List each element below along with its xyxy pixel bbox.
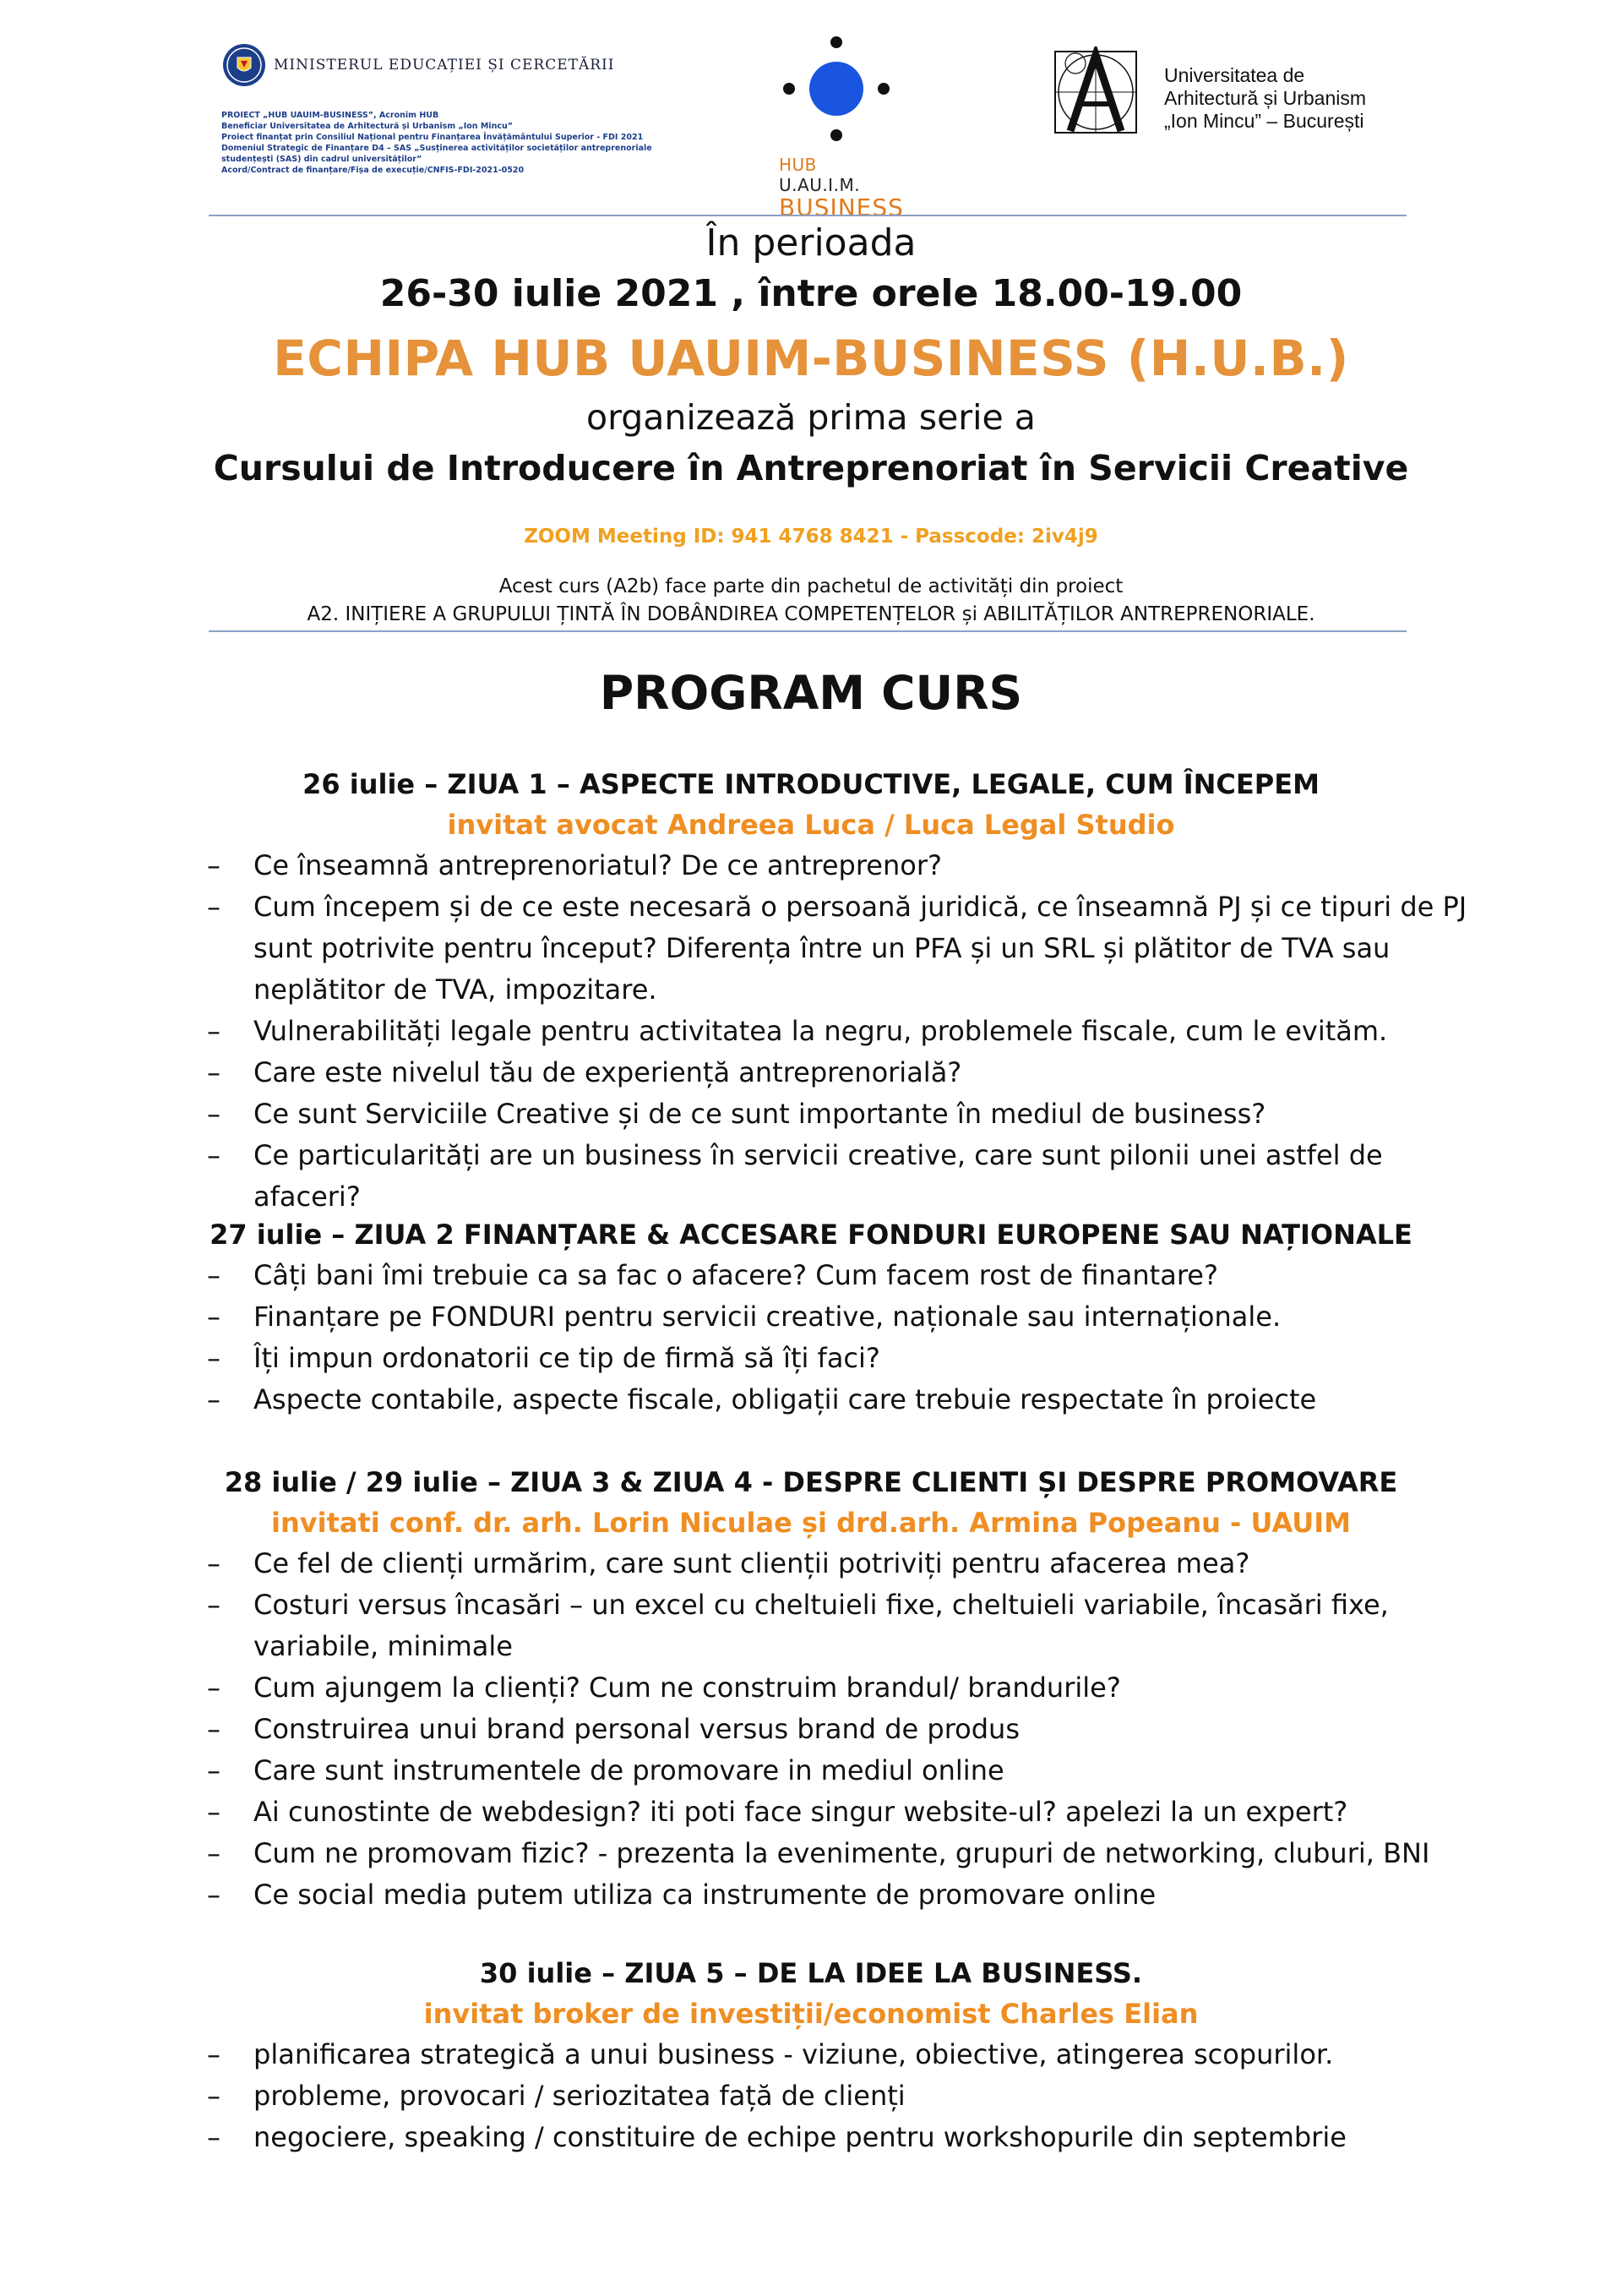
university-name-line: „Ion Mincu” – București [1164,110,1364,132]
ministry-crest-icon [221,42,267,88]
topic-text: Costuri versus încasări – un excel cu cheltuieli fixe, cheltuieli variabile, încasări fixe, variabile, minimale [253,1589,1389,1662]
ministry-name: MINISTERUL EDUCAȚIEI ȘI CERCETĂRII [274,57,615,74]
topic-list [0,845,1622,1218]
topic-text: Ce social media putem utiliza ca instrumente de promovare online [253,1879,1157,1911]
dash-bullet: – [207,1713,220,1745]
topic-item [0,1792,1470,1833]
topic-list [0,1255,1622,1421]
project-info-line: PROIECT „HUB UAUIM-BUSINESS”, Acronim HUB [221,111,439,120]
hub-logo-word: HUB [779,155,817,175]
topic-item [0,1709,1470,1750]
project-info-line: Domeniul Strategic de Finanțare D4 – SAS „Susținerea activităților societăților antreprenoriale [221,144,652,153]
project-info-line: Acord/Contract de finanțare/Fișa de execuție/CNFIS-FDI-2021-0520 [221,166,525,175]
topic-item [0,2075,1470,2117]
topic-text: Vulnerabilități legale pentru activitatea la negru, problemele fiscale, cum le evităm. [253,1015,1388,1047]
hub-logo-text [779,155,904,221]
zoom-meeting-info: ZOOM Meeting ID: 941 4768 8421 - Passcode: 2iv4j9 [524,526,1098,548]
topic-item [0,1052,1470,1093]
topic-item [0,1093,1470,1135]
topic-text: Câți bani îmi trebuie ca sa fac o afacere? Cum facem rost de finantare? [253,1259,1218,1291]
hub-logo-business: BUSINESS [779,194,904,221]
dash-bullet: – [207,1383,220,1415]
topic-item [0,1750,1470,1792]
topic-text: Ce sunt Serviciile Creative și de ce sunt importante în mediul de business? [253,1098,1266,1130]
topic-item [0,1874,1470,1916]
topic-list [0,1543,1622,1916]
topic-text: negociere, speaking / constituire de echipe pentru workshopurile din septembrie [253,2121,1347,2153]
topic-text: Aspecte contabile, aspecte fiscale, obligații care trebuie respectate în proiecte [253,1383,1317,1415]
dash-bullet: – [207,849,220,881]
day-section [0,1214,1622,1421]
document-header [0,0,1622,220]
activity-a2: A2. INIȚIERE A GRUPULUI ȚINTĂ ÎN DOBÂNDIREA COMPETENȚELOR și ABILITĂȚILOR ANTREPRENORIALE. [307,603,1315,625]
dash-bullet: – [207,1342,220,1374]
topic-item [0,845,1470,886]
topic-item [0,1255,1470,1296]
dash-bullet: – [207,1301,220,1333]
dash-bullet: – [207,891,220,923]
topic-text: Îți impun ordonatorii ce tip de firmă să îți faci? [253,1342,880,1374]
topic-item [0,1543,1470,1584]
dash-bullet: – [207,1879,220,1911]
program-title: PROGRAM CURS [599,666,1023,720]
dash-bullet: – [207,1837,220,1869]
ministry-block [221,42,661,176]
day-section [0,1462,1622,1916]
topic-text: Construirea unui brand personal versus brand de produs [253,1713,1020,1745]
day-section [0,1953,1622,2158]
day-guest: invitat broker de investiții/economist Charles Elian [423,1998,1199,2030]
project-info-line: Proiect finanțat prin Consiliul Național pentru Finanțarea Învățământului Superior - FDI 2021 [221,133,644,142]
topic-item [0,1135,1470,1218]
dash-bullet: – [207,2121,220,2153]
section-divider [209,630,1407,632]
topic-item [0,1584,1470,1667]
topic-text: Cum ne promovam fizic? - prezenta la evenimente, grupuri de networking, cluburi, BNI [253,1837,1430,1869]
topic-list [0,2034,1622,2158]
topic-item [0,1379,1470,1421]
topic-text: Ai cunostinte de webdesign? iti poti face singur website-ul? apelezi la un expert? [253,1796,1348,1828]
project-info-line: Beneficiar Universitatea de Arhitectură și Urbanism „Ion Mincu” [221,122,513,131]
course-title: Cursului de Introducere în Antreprenoriat în Servicii Creative [213,448,1409,488]
topic-item [0,1833,1470,1874]
day-title: 27 iulie – ZIUA 2 FINANȚARE & ACCESARE FONDURI EUROPENE SAU NAȚIONALE [210,1219,1412,1251]
period-label: În perioada [705,221,917,265]
dash-bullet: – [207,1139,220,1171]
university-name-line: Arhitectură și Urbanism [1164,87,1367,109]
topic-text: Cum ajungem la clienți? Cum ne construim brandul/ brandurile? [253,1672,1121,1704]
topic-item [0,886,1470,1011]
topic-item [0,1338,1470,1379]
topic-item [0,2117,1470,2158]
team-title: ECHIPA HUB UAUIM-BUSINESS (H.U.B.) [273,330,1349,387]
day-guest: invitati conf. dr. arh. Lorin Niculae și drd.arh. Armina Popeanu - UAUIM [271,1507,1351,1539]
topic-item [0,1667,1470,1709]
header-divider [209,215,1407,216]
university-name [1164,64,1443,133]
hub-logo-word: U.I.M. [809,175,861,195]
dash-bullet: – [207,1796,220,1828]
university-name-line: Universitatea de [1164,64,1305,86]
day-section [0,764,1622,1218]
course-dates: 26-30 iulie 2021 , între orele 18.00-19.00 [379,272,1243,315]
topic-item [0,1296,1470,1338]
topic-text: Care sunt instrumentele de promovare in mediul online [253,1754,1004,1786]
project-info-line: studențești (SAS) din cadrul universităților” [221,155,422,164]
hub-logo-word: A [797,175,810,195]
topic-text: Cum începem și de ce este necesară o persoană juridică, ce înseamnă PJ și ce tipuri de PJ sunt potrivite pentru început? Diferența între un PFA și un SRL și plătitor de TVA sau neplătitor de TVA, impozitare. [253,891,1467,1006]
organizes-text: organizează prima serie a [586,397,1036,438]
dash-bullet: – [207,1672,220,1704]
hub-logo-word: U. [779,175,797,195]
dash-bullet: – [207,1098,220,1130]
topic-text: probleme, provocari / seriozitatea față de clienți [253,2080,906,2112]
university-logo-icon [1052,46,1145,139]
dash-bullet: – [207,2080,220,2112]
dash-bullet: – [207,2038,220,2070]
activity-note: Acest curs (A2b) face parte din pachetul de activități din proiect [498,575,1124,597]
dash-bullet: – [207,1547,220,1579]
dash-bullet: – [207,1015,220,1047]
day-title: 28 iulie / 29 iulie – ZIUA 3 & ZIUA 4 - DESPRE CLIENTI ȘI DESPRE PROMOVARE [224,1466,1398,1498]
topic-text: Ce înseamnă antreprenoriatul? De ce antreprenor? [253,849,942,881]
topic-text: Finanțare pe FONDURI pentru servicii creative, naționale sau internaționale. [253,1301,1282,1333]
topic-item [0,2034,1470,2075]
project-info [221,110,661,176]
dash-bullet: – [207,1589,220,1621]
topic-text: Ce fel de clienți urmărim, care sunt clienții potriviți pentru afacerea mea? [253,1547,1250,1579]
topic-text: Ce particularități are un business în servicii creative, care sunt pilonii unei astfel de afaceri? [253,1139,1383,1213]
dash-bullet: – [207,1056,220,1088]
dash-bullet: – [207,1259,220,1291]
day-title: 26 iulie – ZIUA 1 – ASPECTE INTRODUCTIVE, LEGALE, CUM ÎNCEPEM [302,768,1320,800]
topic-text: planificarea strategică a unui business - viziune, obiective, atingerea scopurilor. [253,2038,1334,2070]
topic-item [0,1011,1470,1052]
day-guest: invitat avocat Andreea Luca / Luca Legal Studio [447,809,1175,841]
day-title: 30 iulie – ZIUA 5 – DE LA IDEE LA BUSINESS. [479,1957,1143,1989]
topic-text: Care este nivelul tău de experiență antreprenorială? [253,1056,962,1088]
dash-bullet: – [207,1754,220,1786]
